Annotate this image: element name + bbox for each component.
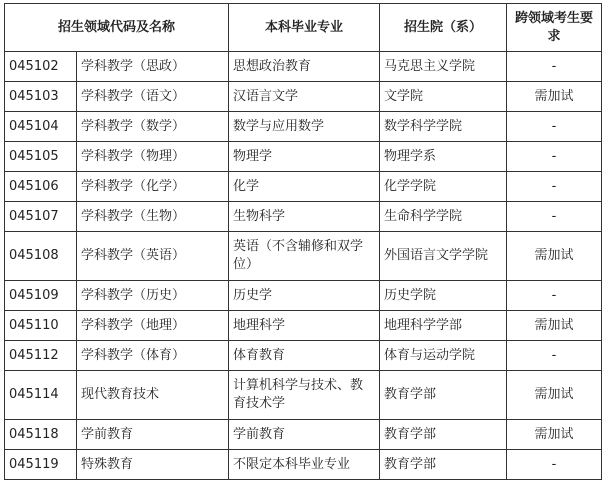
cell-school: 文学院 xyxy=(380,82,507,112)
header-school: 招生院（系） xyxy=(380,4,507,52)
cell-field-name: 学科教学（语文） xyxy=(77,82,229,112)
cell-field-code: 045108 xyxy=(5,232,77,281)
cell-undergrad-major: 计算机科学与技术、教育技术学 xyxy=(229,371,380,420)
header-row xyxy=(5,4,602,52)
cell-school: 教育学部 xyxy=(380,450,507,480)
cell-cross-field-requirement: - xyxy=(507,281,602,311)
cell-field-code: 045107 xyxy=(5,202,77,232)
cell-cross-field-requirement: - xyxy=(507,450,602,480)
cell-cross-field-requirement: 需加试 xyxy=(507,232,602,281)
cell-cross-field-requirement: 需加试 xyxy=(507,82,602,112)
cell-school: 教育学部 xyxy=(380,371,507,420)
cell-undergrad-major: 数学与应用数学 xyxy=(229,112,380,142)
cell-field-code: 045109 xyxy=(5,281,77,311)
header-undergrad-major: 本科毕业专业 xyxy=(229,4,380,52)
cell-school: 外国语言文学学院 xyxy=(380,232,507,281)
table-row xyxy=(5,371,602,420)
cell-undergrad-major: 汉语言文学 xyxy=(229,82,380,112)
cell-cross-field-requirement: - xyxy=(507,341,602,371)
cell-field-name: 学科教学（数学） xyxy=(77,112,229,142)
table-row xyxy=(5,142,602,172)
cell-school: 数学科学学院 xyxy=(380,112,507,142)
cell-field-name: 学科教学（物理） xyxy=(77,142,229,172)
cell-field-name: 现代教育技术 xyxy=(77,371,229,420)
cell-cross-field-requirement: - xyxy=(507,142,602,172)
table-row xyxy=(5,450,602,480)
header-field-code-name: 招生领域代码及名称 xyxy=(5,4,229,52)
cell-field-code: 045106 xyxy=(5,172,77,202)
cell-field-code: 045118 xyxy=(5,420,77,450)
cell-field-name: 学科教学（体育） xyxy=(77,341,229,371)
cell-field-name: 学科教学（化学） xyxy=(77,172,229,202)
cell-cross-field-requirement: - xyxy=(507,172,602,202)
table-row xyxy=(5,172,602,202)
table-row xyxy=(5,112,602,142)
cell-undergrad-major: 不限定本科毕业专业 xyxy=(229,450,380,480)
cell-field-name: 学前教育 xyxy=(77,420,229,450)
cell-field-name: 特殊教育 xyxy=(77,450,229,480)
cell-school: 体育与运动学院 xyxy=(380,341,507,371)
admissions-table xyxy=(4,3,602,480)
table-row xyxy=(5,311,602,341)
cell-undergrad-major: 学前教育 xyxy=(229,420,380,450)
cell-undergrad-major: 思想政治教育 xyxy=(229,52,380,82)
cell-school: 地理科学学部 xyxy=(380,311,507,341)
cell-field-name: 学科教学（生物） xyxy=(77,202,229,232)
cell-field-name: 学科教学（地理） xyxy=(77,311,229,341)
cell-undergrad-major: 体育教育 xyxy=(229,341,380,371)
cell-field-code: 045105 xyxy=(5,142,77,172)
cell-cross-field-requirement: 需加试 xyxy=(507,420,602,450)
cell-school: 生命科学学院 xyxy=(380,202,507,232)
cell-undergrad-major: 生物科学 xyxy=(229,202,380,232)
cell-field-name: 学科教学（历史） xyxy=(77,281,229,311)
cell-school: 马克思主义学院 xyxy=(380,52,507,82)
cell-cross-field-requirement: - xyxy=(507,202,602,232)
cell-school: 物理学系 xyxy=(380,142,507,172)
cell-field-code: 045114 xyxy=(5,371,77,420)
header-cross-field-requirement: 跨领域考生要求 xyxy=(507,4,602,52)
table-row xyxy=(5,202,602,232)
cell-undergrad-major: 化学 xyxy=(229,172,380,202)
cell-field-code: 045110 xyxy=(5,311,77,341)
table-row xyxy=(5,52,602,82)
cell-school: 化学学院 xyxy=(380,172,507,202)
cell-cross-field-requirement: - xyxy=(507,52,602,82)
cell-field-code: 045119 xyxy=(5,450,77,480)
cell-field-name: 学科教学（英语） xyxy=(77,232,229,281)
table-row xyxy=(5,232,602,281)
cell-cross-field-requirement: - xyxy=(507,112,602,142)
cell-school: 教育学部 xyxy=(380,420,507,450)
table-row xyxy=(5,341,602,371)
cell-school: 历史学院 xyxy=(380,281,507,311)
table-body xyxy=(5,52,602,480)
cell-field-code: 045104 xyxy=(5,112,77,142)
table-row xyxy=(5,281,602,311)
cell-undergrad-major: 历史学 xyxy=(229,281,380,311)
cell-field-code: 045103 xyxy=(5,82,77,112)
cell-cross-field-requirement: 需加试 xyxy=(507,311,602,341)
cell-field-code: 045102 xyxy=(5,52,77,82)
cell-undergrad-major: 地理科学 xyxy=(229,311,380,341)
table-row xyxy=(5,420,602,450)
table-row xyxy=(5,82,602,112)
cell-undergrad-major: 英语（不含辅修和双学位） xyxy=(229,232,380,281)
cell-undergrad-major: 物理学 xyxy=(229,142,380,172)
cell-field-name: 学科教学（思政） xyxy=(77,52,229,82)
cell-field-code: 045112 xyxy=(5,341,77,371)
cell-cross-field-requirement: 需加试 xyxy=(507,371,602,420)
